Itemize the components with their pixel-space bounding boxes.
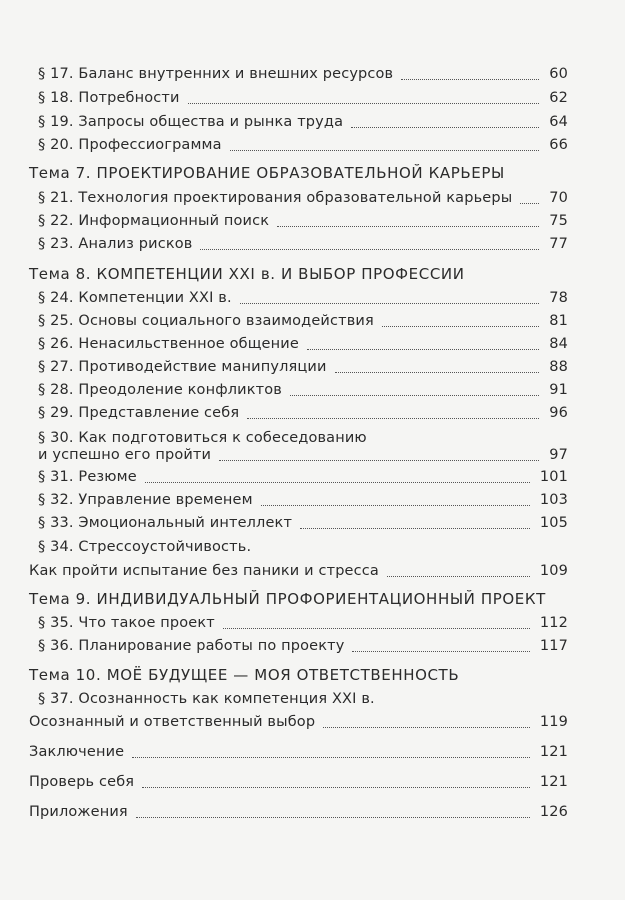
- dot-leader: [188, 103, 540, 104]
- toc-page-number: 78: [549, 290, 568, 306]
- dot-leader: [261, 505, 530, 506]
- toc-page-number: 126: [539, 804, 568, 820]
- toc-entry-title: § 25. Основы социального взаимодействия: [38, 313, 374, 329]
- dot-leader: [387, 576, 530, 577]
- toc-page-number: 84: [549, 336, 568, 352]
- dot-leader: [277, 226, 539, 227]
- toc-page-number: 119: [539, 714, 568, 730]
- toc-page-number: 121: [539, 744, 568, 760]
- toc-page-number: 109: [539, 563, 568, 579]
- toc-page-number: 60: [549, 66, 568, 82]
- toc-page-number: 101: [539, 469, 568, 485]
- dot-leader: [335, 372, 540, 373]
- toc-page-number: 91: [549, 382, 568, 398]
- toc-entry-title: § 22. Информационный поиск: [38, 213, 270, 229]
- dot-leader: [136, 817, 530, 818]
- toc-entry-title: § 23. Анализ рисков: [38, 236, 193, 252]
- toc-entry-title: Как пройти испытание без паники и стресса: [29, 563, 379, 579]
- toc-page-number: 97: [549, 447, 568, 463]
- toc-page-number: 105: [539, 515, 568, 531]
- toc-entry-title: § 20. Профессиограмма: [38, 137, 222, 153]
- toc-entry-title: Заключение: [29, 744, 125, 760]
- toc-entry-title: § 33. Эмоциональный интеллект: [38, 515, 293, 531]
- toc-page-number: 66: [549, 137, 568, 153]
- dot-leader: [520, 203, 539, 204]
- toc-entry-title: § 35. Что такое проект: [38, 615, 215, 631]
- toc-page-number: 64: [549, 114, 568, 130]
- toc-entry-title: Проверь себя: [29, 774, 135, 790]
- toc-entry-title: и успешно его пройти: [38, 447, 212, 463]
- dot-leader: [230, 150, 540, 151]
- dot-leader: [290, 395, 539, 396]
- toc-page-number: 70: [549, 190, 568, 206]
- dot-leader: [300, 528, 530, 529]
- dot-leader: [247, 418, 539, 419]
- toc-entry-title: § 32. Управление временем: [38, 492, 253, 508]
- toc-entry-title: § 18. Потребности: [38, 90, 180, 106]
- toc-page-number: 103: [539, 492, 568, 508]
- toc-entry-title: § 26. Ненасильственное общение: [38, 336, 299, 352]
- table-of-contents-page: § 17. Баланс внутренних и внешних ресурсов 60 § 18. Потребности 62 § 19. Запросы общества и рынка труда 64 § 20. Профессиограмма 66 Тема 7. ПРОЕКТИРОВАНИЕ ОБРАЗОВАТЕЛЬНОЙ КАРЬЕРЫ § 21. Технология проектирования образовательной карьеры 70 § 22. Информационный поиск 75 § 23. Анализ рисков 77 Тема 8. КОМПЕТЕНЦИИ XXI в. И ВЫБОР ПРОФЕССИИ § 24. Компетенции XXI в. 78 § 25. Основы социального взаимодействия 81 § 26. Ненасильственное общение 84 § 27. Противодействие манипуляции 88 § 28. Преодоление конфликтов 91 § 29. Представление себя 96 § 30. Как подготовиться к собеседованию и успешно его пройти 97 § 31. Резюме 101 § 32. Управление временем 103 § 33. Эмоциональный интеллект 105 § 34. Стрессоустойчивость. Как пройти испытание без паники и стресса 109 Тема 9. ИНДИВИДУАЛЬНЫЙ ПРОФОРИЕНТАЦИОННЫЙ ПРОЕКТ § 35. Что такое проект 112 § 36. Планирование работы по проекту 117 Тема 10. МОЁ БУДУЩЕЕ — МОЯ ОТВЕТСТВЕННОСТЬ § 37. Осознанность как компетенция XXI в. Осознанный и ответственный выбор 119 Заключение 121 Проверь себя 121 Приложения 126: [29, 66, 568, 820]
- toc-page-number: 88: [549, 359, 568, 375]
- dot-leader: [352, 651, 529, 652]
- toc-entry-title: § 27. Противодействие манипуляции: [38, 359, 327, 375]
- toc-entry-title: Приложения: [29, 804, 128, 820]
- toc-entry-title: § 29. Представление себя: [38, 405, 240, 421]
- dot-leader: [240, 303, 540, 304]
- dot-leader: [351, 127, 539, 128]
- dot-leader: [142, 787, 530, 788]
- toc-entry-title: § 36. Планирование работы по проекту: [38, 638, 345, 654]
- toc-page-number: 81: [549, 313, 568, 329]
- toc-entry-title: § 19. Запросы общества и рынка труда: [38, 114, 344, 130]
- dot-leader: [382, 326, 539, 327]
- toc-entry-title: § 24. Компетенции XXI в.: [38, 290, 232, 306]
- dot-leader: [223, 628, 530, 629]
- toc-page-number: 77: [549, 236, 568, 252]
- toc-page-number: 112: [539, 615, 568, 631]
- toc-entry-title: § 21. Технология проектирования образовательной карьеры: [38, 190, 513, 206]
- toc-entry-title: § 17. Баланс внутренних и внешних ресурсов: [38, 66, 394, 82]
- dot-leader: [219, 460, 539, 461]
- toc-page-number: 117: [539, 638, 568, 654]
- dot-leader: [200, 249, 539, 250]
- toc-entry-title: § 31. Резюме: [38, 469, 137, 485]
- toc-page-number: 96: [549, 405, 568, 421]
- dot-leader: [307, 349, 539, 350]
- toc-entry-title: Осознанный и ответственный выбор: [29, 714, 316, 730]
- toc-page-number: 75: [549, 213, 568, 229]
- dot-leader: [145, 482, 530, 483]
- toc-page-number: 121: [539, 774, 568, 790]
- toc-page-number: 62: [549, 90, 568, 106]
- dot-leader: [132, 757, 530, 758]
- dot-leader: [323, 727, 530, 728]
- dot-leader: [401, 79, 539, 80]
- toc-entry-title: § 28. Преодоление конфликтов: [38, 382, 282, 398]
